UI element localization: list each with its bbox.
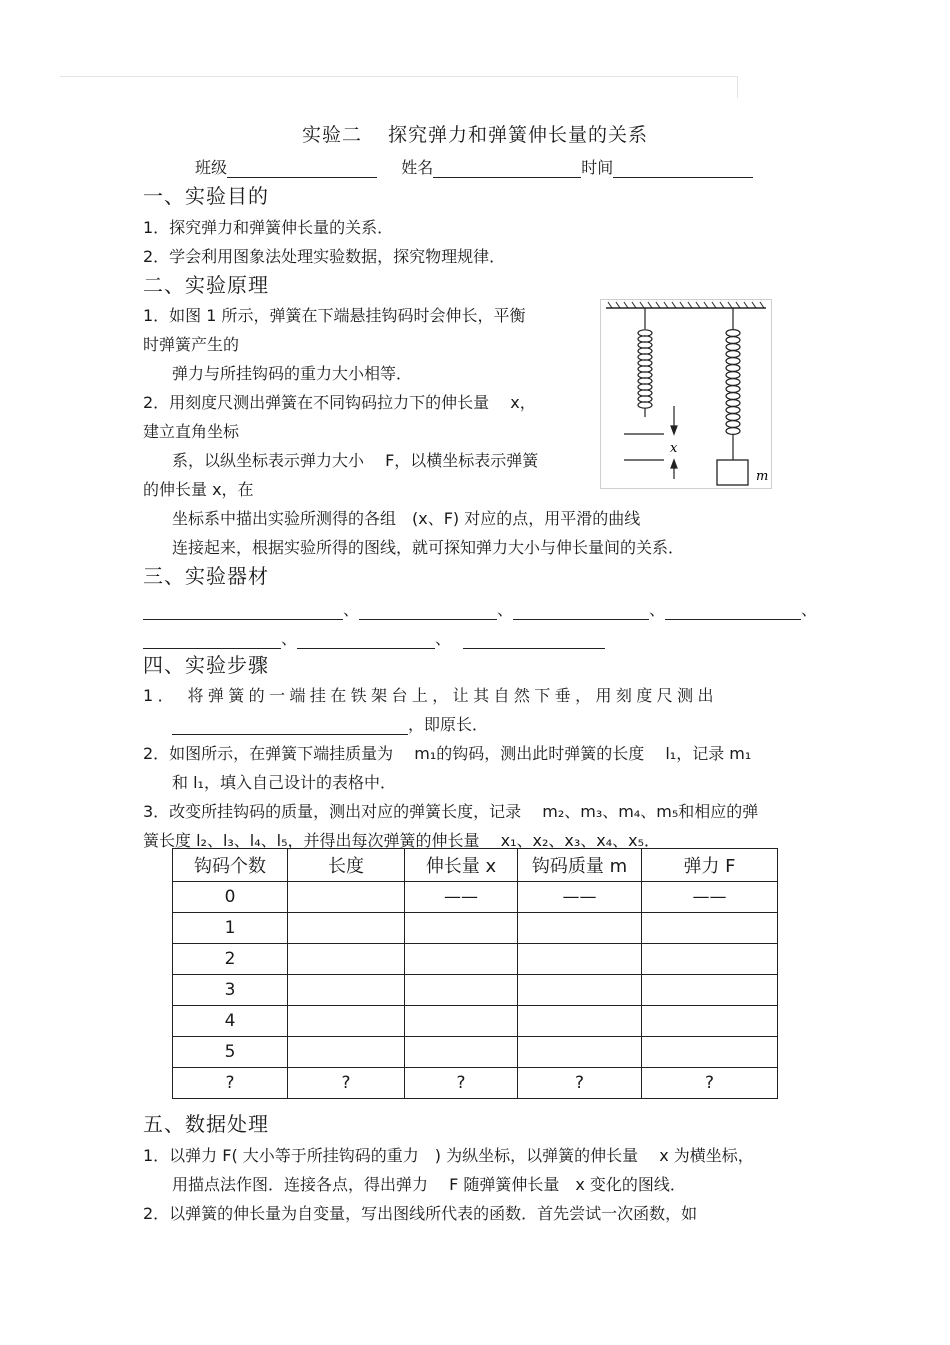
spring-left [638, 308, 652, 417]
header-mass: 钩码质量 m [518, 849, 642, 882]
table-row [173, 1068, 778, 1099]
class-blank[interactable] [227, 159, 377, 178]
header-length: 长度 [288, 849, 405, 882]
table-row [173, 1037, 778, 1068]
table-cell[interactable] [518, 975, 642, 1006]
step-1-tail: ，即原长． [408, 715, 489, 734]
table-cell[interactable] [405, 975, 518, 1006]
table-cell[interactable] [288, 882, 405, 913]
table-cell: 2 [173, 944, 288, 975]
table-cell[interactable] [642, 1037, 778, 1068]
table-cell: 5 [173, 1037, 288, 1068]
step-1-line-1: 1． 将弹簧的一端挂在铁架台上，让其自然下垂，用刻度尺测出 [143, 686, 718, 705]
hook-weight [717, 460, 748, 485]
section-heading-principle: 二、实验原理 [143, 273, 269, 297]
table-cell[interactable] [288, 975, 405, 1006]
spring-right [726, 308, 740, 460]
section-heading-purpose: 一、实验目的 [143, 184, 269, 208]
principle-line-2: 时弹簧产生的 [143, 335, 240, 354]
principle-line-5: 建立直角坐标 [143, 422, 240, 441]
table-cell[interactable] [405, 913, 518, 944]
spring-figure [600, 299, 772, 489]
original-length-blank[interactable] [172, 716, 408, 735]
table-cell[interactable] [518, 1037, 642, 1068]
equipment-line-2 [143, 626, 605, 649]
processing-line-3: 2．以弹簧的伸长量为自变量，写出图线所代表的函数．首先尝试一次函数，如 [143, 1204, 698, 1223]
principle-line-6: 系，以纵坐标表示弹力大小 F，以横坐标表示弹簧 [172, 451, 539, 470]
step-3-line-1: 3．改变所挂钩码的质量，测出对应的弹簧长度，记录 m₂、m₃、m₄、m₅和相应的弹 [143, 802, 759, 821]
equipment-blank-2[interactable] [359, 601, 497, 620]
name-blank[interactable] [433, 159, 581, 178]
figure-label-m: m [756, 469, 769, 484]
header-force: 弹力 F [642, 849, 778, 882]
equipment-blank-5[interactable] [143, 630, 281, 649]
equipment-separator: 、 [649, 600, 666, 619]
table-cell: —— [642, 882, 778, 913]
table-cell[interactable] [288, 944, 405, 975]
ceiling [606, 302, 766, 308]
name-label: 姓名 [401, 158, 434, 177]
table-cell: —— [405, 882, 518, 913]
table-cell[interactable] [642, 975, 778, 1006]
equipment-blank-3[interactable] [513, 601, 649, 620]
experiment-subject: 探究弹力和弹簧伸长量的关系 [388, 124, 649, 146]
table-cell: ? [405, 1068, 518, 1099]
table-row [173, 913, 778, 944]
section-heading-steps: 四、实验步骤 [143, 653, 269, 677]
equipment-separator: 、 [497, 600, 514, 619]
equipment-separator: 、 [435, 629, 452, 648]
equipment-line-1 [143, 597, 817, 620]
table-cell[interactable] [518, 1006, 642, 1037]
principle-line-1: 1．如图 1 所示，弹簧在下端悬挂钩码时会伸长，平衡 [143, 306, 526, 325]
table-cell[interactable] [405, 1037, 518, 1068]
figure-label-x: x [670, 441, 678, 456]
purpose-item-2: 2．学会利用图象法处理实验数据，探究物理规律． [143, 247, 506, 266]
table-cell[interactable] [405, 1006, 518, 1037]
table-cell: ? [288, 1068, 405, 1099]
table-cell[interactable] [642, 913, 778, 944]
table-row [173, 944, 778, 975]
step-3-line-2: 簧长度 l₂、l₃、l₄、l₅，并得出每次弹簧的伸长量 x₁、x₂、x₃、x₄、x₅． [143, 831, 661, 850]
table-cell: ? [518, 1068, 642, 1099]
equipment-separator: 、 [281, 629, 298, 648]
table-row [173, 882, 778, 913]
equipment-blank-6[interactable] [297, 630, 435, 649]
table-cell[interactable] [288, 1037, 405, 1068]
equipment-blank-1[interactable] [143, 601, 343, 620]
table-row [173, 975, 778, 1006]
equipment-separator: 、 [801, 600, 818, 619]
step-1-line-2 [172, 712, 488, 735]
processing-line-2: 用描点法作图．连接各点，得出弹力 F 随弹簧伸长量 x 变化的图线． [172, 1175, 686, 1194]
equipment-blank-4[interactable] [665, 601, 801, 620]
step-2-line-1: 2．如图所示，在弹簧下端挂质量为 m₁的钩码，测出此时弹簧的长度 l₁，记录 m₁ [143, 744, 752, 763]
table-header-row [173, 849, 778, 882]
data-table [172, 848, 778, 1099]
principle-line-4: 2．用刻度尺测出弹簧在不同钩码拉力下的伸长量 x， [143, 393, 536, 412]
table-cell: ? [642, 1068, 778, 1099]
header-rule-end [737, 76, 738, 98]
equipment-blank-7[interactable] [463, 630, 605, 649]
step-2-line-2: 和 l₁，填入自己设计的表格中． [172, 773, 396, 792]
class-label: 班级 [195, 158, 228, 177]
table-cell: 0 [173, 882, 288, 913]
table-cell: ? [173, 1068, 288, 1099]
time-label: 时间 [581, 158, 614, 177]
header-extension: 伸长量 x [405, 849, 518, 882]
experiment-number: 实验二 [301, 124, 362, 146]
header-count: 钩码个数 [173, 849, 288, 882]
equipment-separator: 、 [343, 600, 360, 619]
table-cell: —— [518, 882, 642, 913]
table-cell[interactable] [405, 944, 518, 975]
principle-line-9: 连接起来，根据实验所得的图线，就可探知弹力大小与伸长量间的关系． [172, 538, 685, 557]
principle-line-8: 坐标系中描出实验所测得的各组 (x、F) 对应的点，用平滑的曲线 [172, 509, 641, 528]
header-rule [60, 76, 738, 77]
principle-line-3: 弹力与所挂钩码的重力大小相等． [172, 364, 413, 383]
table-cell[interactable] [642, 1006, 778, 1037]
table-cell[interactable] [518, 944, 642, 975]
table-cell[interactable] [518, 913, 642, 944]
table-cell: 4 [173, 1006, 288, 1037]
table-cell: 1 [173, 913, 288, 944]
student-info-line [195, 155, 753, 178]
processing-line-1: 1．以弹力 F( 大小等于所挂钩码的重力 ) 为纵坐标，以弹簧的伸长量 x 为横坐标， [143, 1146, 754, 1165]
principle-line-7: 的伸长量 x，在 [143, 480, 254, 499]
purpose-item-1: 1．探究弹力和弹簧伸长量的关系． [143, 218, 394, 237]
table-cell[interactable] [642, 944, 778, 975]
time-blank[interactable] [613, 159, 753, 178]
page-title [0, 120, 950, 147]
section-heading-data-processing: 五、数据处理 [143, 1112, 269, 1136]
section-heading-equipment: 三、实验器材 [143, 564, 269, 588]
table-cell[interactable] [288, 1006, 405, 1037]
table-row [173, 1006, 778, 1037]
table-cell[interactable] [288, 913, 405, 944]
table-cell: 3 [173, 975, 288, 1006]
